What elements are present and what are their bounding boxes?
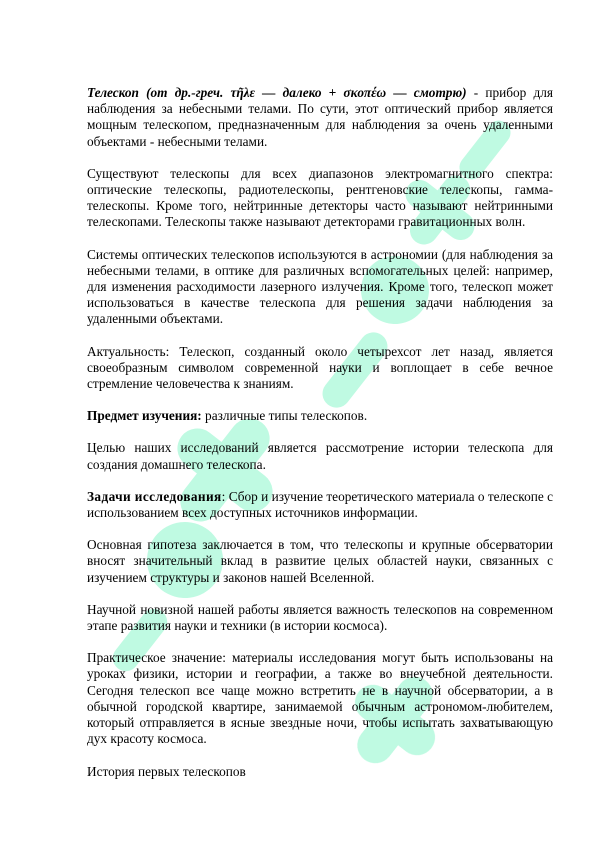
paragraph-definition — [87, 85, 553, 150]
definition-lead: Телескоп (от др.-греч. τῆλε — далеко + σκοπέω — смотрю) — [87, 85, 467, 100]
paragraph-novelty: Научной новизной нашей работы является важность телескопов на современном этапе развития науки и техники (в истории космоса). — [87, 601, 553, 634]
subject-label: Предмет изучения: — [87, 408, 202, 424]
paragraph-tasks — [87, 489, 553, 521]
paragraph-goal: Целью наших исследований является рассмотрение истории телескопа для создания домашнего телескопа. — [87, 440, 553, 472]
paragraph-optical-systems: Системы оптических телескопов используются в астрономии (для наблюдения за небесными телами, в оптике для различных вспомогательных целей: например, для изменения расходимости лазерного излучения. Кроме того, телескоп может использоваться в качестве телескопа для решения задачи наблюдения за удаленными объектами. — [87, 246, 553, 327]
paragraph-hypothesis: Основная гипотеза заключается в том, что телескопы и крупные обсерватории вносят значительный вклад в развитие целых областей науки, связанных с изучением структуры и законов нашей Вселенной. — [87, 537, 553, 585]
tasks-label: Задачи исследования — [87, 488, 222, 504]
paragraph-subject — [87, 408, 553, 424]
paragraph-spectrum: Существуют телескопы для всех диапазонов электромагнитного спектра: оптические телескопы, радиотелескопы, рентгеновские телескопы, гамма-телескопы. Кроме того, нейтринные детекторы часто называют нейтринными телескопами. Телескопы также называют детекторами гравитационных волн. — [87, 165, 553, 230]
section-heading-history: История первых телескопов — [87, 763, 246, 779]
paragraph-relevance: Актуальность: Телескоп, созданный около четырехсот лет назад, является своеобразным символом современной науки и воплощает в себе вечное стремление человечества к знаниям. — [87, 343, 553, 392]
paragraph-practical: Практическое значение: материалы исследования могут быть использованы на уроках физики, истории и географии, а также во внеучебной деятельности. Сегодня телескоп все чаще можно встретить не в научной обсерватории, а в обычной городской квартире, занимаемой обычным астрономом-любителем, который отправляется в ясные звездные ночи, чтобы испытать захватывающую дух красоту космоса. — [87, 650, 553, 747]
document-body — [87, 85, 553, 796]
subject-text: различные типы телескопов. — [201, 408, 368, 424]
definition-text: - прибор для наблюдения за небесными телами. По сути, этот оптический прибор является мощным телескопом, предназначенным для наблюдения за очень удаленными объектами - небесными телами. — [87, 85, 553, 149]
tasks-text: : Сбор и изучение теоретического материала о телескопе с использованием всех доступных источников информации. — [87, 488, 553, 521]
